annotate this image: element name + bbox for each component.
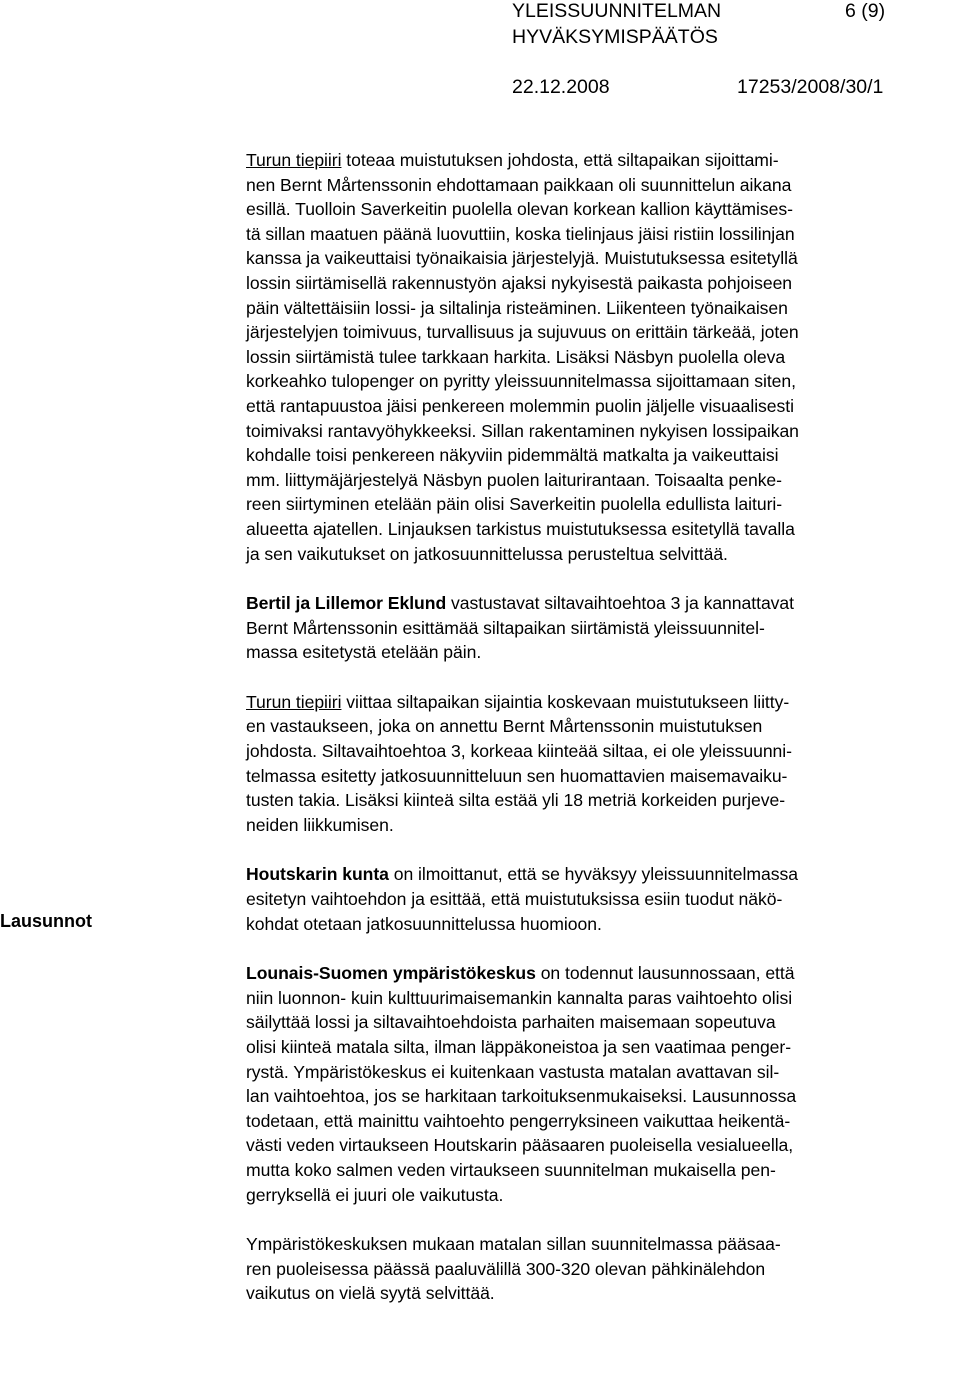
doc-reference: 17253/2008/30/1 — [737, 76, 884, 98]
paragraph-houtskari — [246, 862, 958, 936]
paragraph-text: toteaa muistutuksen johdosta, että siltapaikan sijoittami- nen Bernt Mårtenssonin ehdottamaan paikkaan oli suunnittelun aikana esillä. Tuolloin Saverkeitin puolella olevan korkean kallion käyttämises- tä sillan maatuen päänä luovuttiin, koska tielinjaus jäisi ristiin lossilinjan kanssa ja vaikeuttaisi työnaikaisia järjestelyjä. Muistutuksessa esitetyllä lossin siirtämisellä rakennustyön ajaksi nykyisestä paikasta pohjoiseen päin vältettäisiin lossi- ja siltalinja risteäminen. Liikenteen työnaikaisen järjestelyjen toimivuus, turvallisuus ja sujuvuus on erittäin tärkeää, joten lossin siirtämistä tulee tarkkaan harkita. Lisäksi Näsbyn puolella oleva korkeahko tulopenger on pyritty yleissuunnitelmassa sijoittamaan siten, että rantapuustoa jäisi penkereen molemmin puolin jäljelle visuaalisesti toimivaksi rantavyöhykkeeksi. Sillan rakentaminen nykyisen lossipaikan kohdalle toisi penkereen näkyviin pidemmältä matkalta ja vaikeuttaisi mm. liittymäjärjestelyä Näsbyn puolen laiturirantaan. Toisaalta penke- reen siirtyminen etelään päin olisi Saverkeitin puolella edullista laituri- alueetta ajatellen. Linjauksen tarkistus muistutuksessa esitetyllä tavalla ja sen vaikutukset on jatkosuunnittelussa perusteltua selvittää. — [246, 150, 799, 564]
paragraph-eklund — [246, 591, 958, 665]
paragraph-lead: Lounais-Suomen ympäristökeskus — [246, 963, 536, 984]
section-label-lausunnot: Lausunnot — [0, 911, 92, 931]
paragraph-ymparistokeskus-2 — [246, 1232, 958, 1306]
paragraph-text: Ympäristökeskuksen mukaan matalan sillan suunnitelmassa pääsaa- ren puoleisessa päässä paaluvälillä 300-320 olevan pähkinälehdon vaikutus on vielä syytä selvittää. — [246, 1234, 781, 1304]
paragraph-ymparistokeskus — [246, 961, 958, 1207]
doc-type-line1: YLEISSUUNNITELMAN — [512, 0, 722, 22]
paragraph-tiepiiri-response-2 — [246, 690, 958, 838]
paragraph-text: vastustavat siltavaihtoehtoa 3 ja kannattavat Bernt Mårtenssonin esittämää siltapaikan siirtämistä yleissuunnitel- massa esitetystä etelään päin. — [246, 593, 794, 663]
paragraph-lead: Bertil ja Lillemor Eklund — [246, 593, 447, 614]
paragraph-text: viittaa siltapaikan sijaintia koskevaan muistutukseen liitty- en vastaukseen, joka on annettu Bernt Mårtenssonin muistutuksen johdosta. Siltavaihtoehtoa 3, korkeaa kiinteää siltaa, ei ole yleissuunni- telmassa esitetty jatkosuunnitteluun sen huomattavien maisemavaiku- tusten takia. Lisäksi kiinteä silta estää yli 18 metriä korkeiden purjeve- neiden liikkumisen. — [246, 691, 792, 835]
paragraph-lead: Turun tiepiiri — [246, 691, 342, 712]
paragraph-tiepiiri-response-1 — [246, 148, 958, 566]
document-body — [246, 148, 958, 1331]
paragraph-text: on todennut lausunnossaan, että niin luonnon- kuin kulttuurimaisemankin kannalta paras vaihtoehto olisi säilyttää lossi ja siltavaihtoehdoista parhaiten maisemaan sopeutuva olisi kiinteä matala silta, ilman läppäkoneistoa ja sen vaatimaa penger- rystä. Ympäristökeskus ei kuitenkaan vastusta matalan avattavan sil- lan vaihtoehtoa, jos se harkitaan tarkoituksenmukaiseksi. Lausunnossa todetaan, että mainittu vaihtoehto pengerryksineen vaikuttaa heikentä- västi veden virtaukseen Houtskarin pääsaaren puoleisella vesialueella, mutta koko salmen veden virtaukseen suunnitelman mukaisella pen- gerryksellä ei juuri ole vaikutusta. — [246, 963, 797, 1205]
paragraph-lead: Turun tiepiiri — [246, 150, 342, 170]
doc-date: 22.12.2008 — [512, 76, 610, 98]
paragraph-lead: Houtskarin kunta — [246, 864, 389, 885]
paragraph-text: on ilmoittanut, että se hyväksyy yleissuunnitelmassa esitetyn vaihtoehdon ja esittää, että muistutuksissa esiin tuodut näkö- kohdat otetaan jatkosuunnittelussa huomioon. — [246, 864, 798, 934]
doc-type-line2: HYVÄKSYMISPÄÄTÖS — [512, 26, 718, 48]
page-number: 6 (9) — [845, 0, 886, 22]
